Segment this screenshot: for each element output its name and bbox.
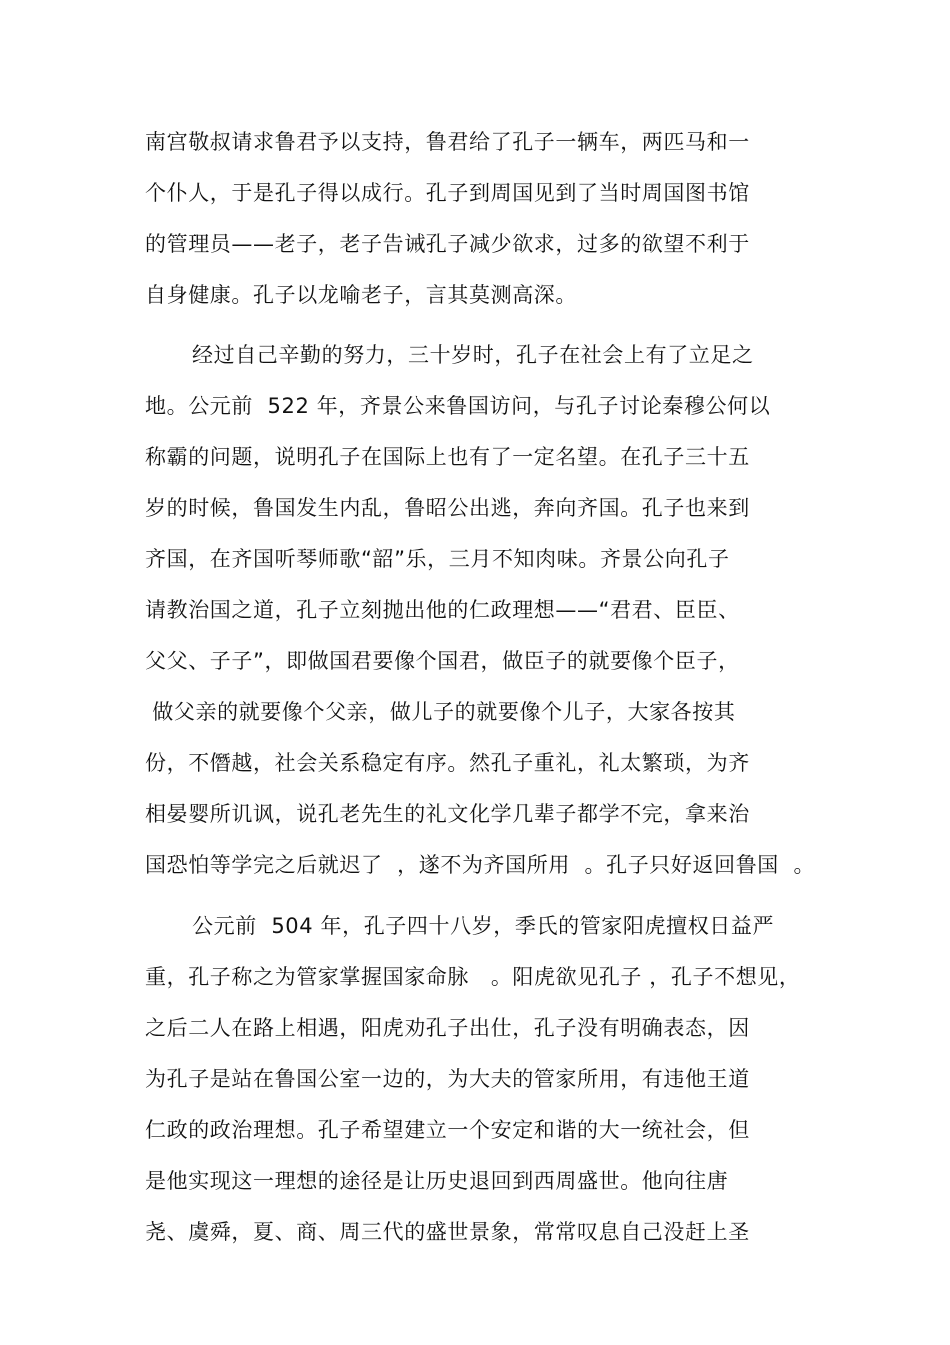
- text-line: 相晏婴所讥讽，说孔老先生的礼文化学几辈子都学不完，拿来治: [145, 802, 750, 826]
- text-line: 重，孔子称之为管家掌握国家命脉 。阳虎欲见孔子 ，孔子不想见，: [145, 965, 801, 989]
- text-line: 做父亲的就要像个父亲，做儿子的就要像个儿子，大家各按其: [145, 700, 736, 724]
- text-line: 父父、子子”，即做国君要像个国君，做臣子的就要像个臣子，: [145, 649, 740, 673]
- text-line: 尧、虞舜，夏、商、周三代的盛世景象，常常叹息自己没赶上圣: [145, 1220, 750, 1244]
- text-line: 请教治国之道，孔子立刻抛出他的仁政理想——“君君、臣臣、: [145, 598, 740, 622]
- text-line: 为孔子是站在鲁国公室一边的，为大夫的管家所用，有违他王道: [145, 1067, 750, 1091]
- text-line: 南宫敬叔请求鲁君予以支持，鲁君给了孔子一辆车，两匹马和一: [145, 130, 750, 154]
- text-line: 的管理员——老子，老子告诫孔子减少欲求，过多的欲望不利于: [145, 232, 750, 256]
- text-line: 地。公元前 522 年，齐景公来鲁国访问，与孔子讨论秦穆公何以: [145, 394, 771, 418]
- text-line: 自身健康。孔子以龙喻老子，言其莫测高深。: [145, 283, 577, 307]
- text-line: 国恐怕等学完之后就迟了 ，遂不为齐国所用 。孔子只好返回鲁国 。: [145, 853, 816, 877]
- text-line: 份，不僭越，社会关系稳定有序。然孔子重礼，礼太繁琐，为齐: [145, 751, 750, 775]
- text-line: 仁政的政治理想。孔子希望建立一个安定和谐的大一统社会，但: [145, 1118, 750, 1142]
- text-line: 岁的时候，鲁国发生内乱，鲁昭公出逃，奔向齐国。孔子也来到: [145, 496, 750, 520]
- text-line: 经过自己辛勤的努力，三十岁时，孔子在社会上有了立足之: [192, 343, 754, 367]
- text-line: 个仆人，于是孔子得以成行。孔子到周国见到了当时周国图书馆: [145, 181, 750, 205]
- text-line: 齐国，在齐国听琴师歌“韶”乐，三月不知肉味。齐景公向孔子: [145, 547, 730, 571]
- text-line: 称霸的问题，说明孔子在国际上也有了一定名望。在孔子三十五: [145, 445, 750, 469]
- text-line: 之后二人在路上相遇，阳虎劝孔子出仕，孔子没有明确表态，因: [145, 1016, 750, 1040]
- text-line: 是他实现这一理想的途径是让历史退回到西周盛世。他向往唐: [145, 1169, 729, 1193]
- text-line: 公元前 504 年，孔子四十八岁，季氏的管家阳虎擅权日益严: [192, 914, 775, 938]
